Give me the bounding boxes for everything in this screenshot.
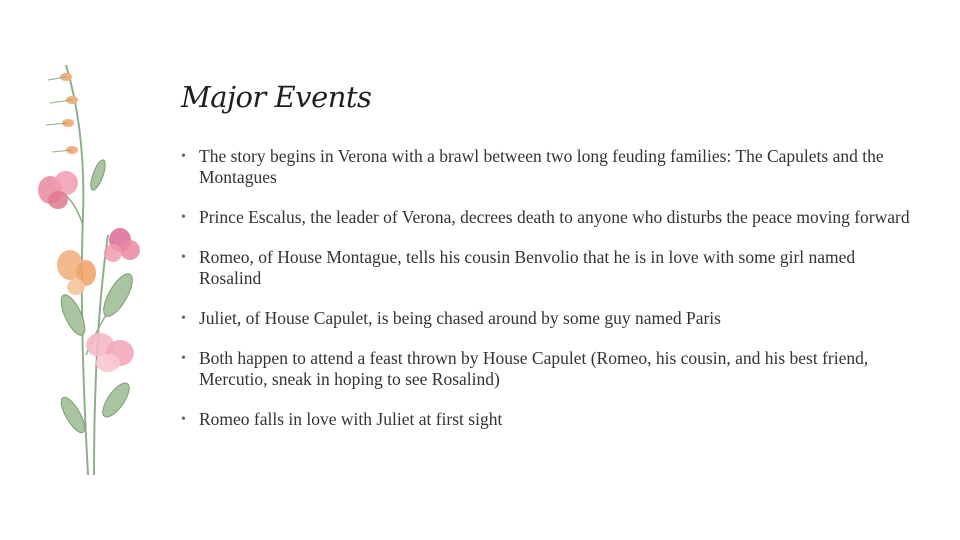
bullet-dot: • [181,412,186,427]
peach-flower [57,250,96,295]
bullet-item [181,207,921,228]
bullet-text: Romeo, of House Montague, tells his cousin Benvolio that he is in love with some girl named Rosalind [199,247,856,288]
slide-title: Major Events [181,80,372,114]
leaf [56,292,89,339]
bullet-dot: • [181,250,186,265]
bullet-item [181,308,921,329]
bullet-dot: • [181,311,186,326]
leaf [88,158,108,191]
bullet-dot: • [181,149,186,164]
pale-pink-flower [86,333,134,372]
bullet-list [181,146,921,449]
bullet-text: Juliet, of House Capulet, is being chased around by some guy named Paris [199,308,721,328]
bullet-text: Both happen to attend a feast thrown by House Capulet (Romeo, his cousin, and his best friend, Mercutio, sneak in hoping to see Rosalind) [199,348,869,389]
bullet-text: Prince Escalus, the leader of Verona, decrees death to anyone who disturbs the peace moving forward [199,207,910,227]
stem [46,77,72,152]
bullet-dot: • [181,210,186,225]
bullet-item [181,146,921,188]
bullet-item [181,409,921,430]
magenta-flower [104,228,140,262]
bullet-item [181,348,921,390]
bullet-text: Romeo falls in love with Juliet at first sight [199,409,503,429]
floral-illustration [28,55,143,475]
bullet-item [181,247,921,289]
leaf [98,270,138,321]
bullet-dot: • [181,351,186,366]
bullet-text: The story begins in Verona with a brawl between two long feuding families: The Capulets and the Montagues [199,146,884,187]
leaf [98,379,134,421]
